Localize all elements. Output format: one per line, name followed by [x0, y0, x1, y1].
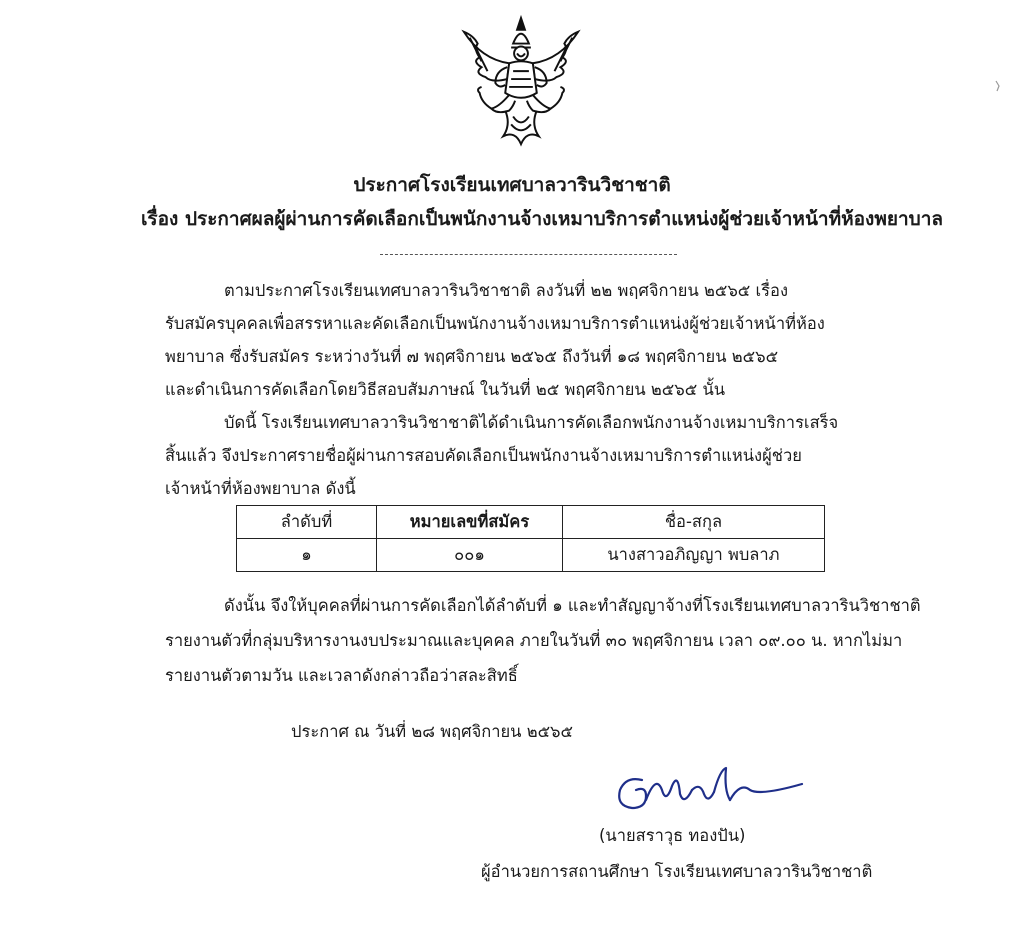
cell-order: ๑	[237, 539, 377, 572]
cell-full-name: นางสาวอภิญญา พบลาภ	[562, 539, 824, 572]
paragraph-2-line-3: เจ้าหน้าที่ห้องพยาบาล ดังนี้	[165, 479, 356, 498]
signatory-name: (นายสราวุธ ทองปัน)	[599, 826, 746, 845]
paragraph-1-line-1: ตามประกาศโรงเรียนเทศบาลวารินวิชาชาติ ลงวันที่ ๒๒ พฤศจิกายน ๒๕๖๕ เรื่อง	[224, 281, 789, 300]
signatory-title: ผู้อำนวยการสถานศึกษา โรงเรียนเทศบาลวารินวิชาชาติ	[481, 862, 873, 881]
handwritten-signature	[612, 760, 812, 824]
cell-application-number: ๐๐๑	[377, 539, 563, 572]
paragraph-3-line-3: รายงานตัวตามวัน และเวลาดังกล่าวถือว่าสละสิทธิ์	[165, 666, 518, 685]
column-header-application-number: หมายเลขที่สมัคร	[377, 506, 563, 539]
paragraph-1-line-3: พยาบาล ซึ่งรับสมัคร ระหว่างวันที่ ๗ พฤศจิกายน ๒๕๖๕ ถึงวันที่ ๑๘ พฤศจิกายน ๒๕๖๕	[165, 347, 779, 366]
paragraph-2-line-2: สิ้นแล้ว จึงประกาศรายชื่อผู้ผ่านการสอบคัดเลือกเป็นพนักงานจ้างเหมาบริการตำแหน่งผู้ช่วย	[165, 446, 802, 465]
paragraph-2-line-1: บัดนี้ โรงเรียนเทศบาลวารินวิชาชาติได้ดำเนินการคัดเลือกพนักงานจ้างเหมาบริการเสร็จ	[224, 413, 839, 432]
column-header-order: ลำดับที่	[237, 506, 377, 539]
table-row	[237, 539, 825, 572]
results-table	[236, 505, 825, 572]
announcement-subject: เรื่อง ประกาศผลผู้ผ่านการคัดเลือกเป็นพนักงานจ้างเหมาบริการตำแหน่งผู้ช่วยเจ้าหน้าที่ห้องพยาบาล	[140, 208, 944, 230]
garuda-emblem-icon	[452, 14, 590, 152]
paragraph-1-line-4: และดำเนินการคัดเลือกโดยวิธีสอบสัมภาษณ์ ในวันที่ ๒๕ พฤศจิกายน ๒๕๖๕ นั้น	[165, 380, 726, 399]
announcement-date: ประกาศ ณ วันที่ ๒๘ พฤศจิกายน ๒๕๖๕	[291, 722, 574, 741]
title-divider	[380, 254, 677, 255]
announcement-title: ประกาศโรงเรียนเทศบาลวารินวิชาชาติ	[353, 174, 671, 196]
paragraph-1-line-2: รับสมัครบุคคลเพื่อสรรหาและคัดเลือกเป็นพนักงานจ้างเหมาบริการตำแหน่งผู้ช่วยเจ้าหน้าที่ห้อง	[165, 314, 825, 333]
stray-mark-icon	[994, 80, 1002, 92]
column-header-full-name: ชื่อ-สกุล	[562, 506, 824, 539]
paragraph-3-line-1: ดังนั้น จึงให้บุคคลที่ผ่านการคัดเลือกได้ลำดับที่ ๑ และทำสัญญาจ้างที่โรงเรียนเทศบาลวารินวิชาชาติ	[224, 596, 921, 615]
table-header-row	[237, 506, 825, 539]
paragraph-3-line-2: รายงานตัวที่กลุ่มบริหารงานงบประมาณและบุคคล ภายในวันที่ ๓๐ พฤศจิกายน เวลา ๐๙.๐๐ น. หากไม่มา	[165, 631, 903, 650]
